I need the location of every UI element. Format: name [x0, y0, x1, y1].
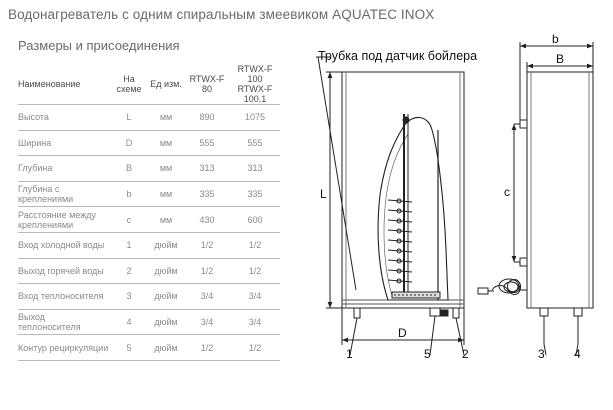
cell-model1: 430 [184, 207, 230, 233]
dim-c-label: c [504, 185, 510, 199]
cell-model1: 555 [184, 130, 230, 156]
cell-unit: дюйм [148, 309, 184, 335]
cell-model2: 1075 [230, 105, 280, 131]
cell-unit: мм [148, 156, 184, 182]
callout-4: 4 [574, 347, 581, 361]
cell-unit: дюйм [148, 284, 184, 310]
cell-model1: 3/4 [184, 309, 230, 335]
header-model1: RTWX-F 80 [184, 64, 230, 105]
cell-unit: мм [148, 181, 184, 207]
side-view [478, 42, 593, 355]
header-model2-line2: RTWX-F 100.1 [237, 84, 273, 104]
cell-model2: 1/2 [230, 232, 280, 258]
cell-ref: B [110, 156, 148, 182]
cell-model2: 313 [230, 156, 280, 182]
cell-model1: 1/2 [184, 232, 230, 258]
cell-name: Глубина [18, 156, 110, 182]
cell-name: Глубина с креплениями [18, 181, 110, 207]
header-unit: Ед изм. [148, 64, 184, 105]
cell-unit: мм [148, 207, 184, 233]
header-ref: На схеме [110, 64, 148, 105]
cell-name: Контур рециркуляции [18, 335, 110, 361]
cell-ref: b [110, 181, 148, 207]
cell-ref: L [110, 105, 148, 131]
dim-D-label: D [398, 326, 407, 340]
callout-3: 3 [538, 347, 545, 361]
front-view [316, 57, 464, 355]
page-title: Водонагреватель с одним спиральным змеевиком AQUATEC INOX [8, 7, 435, 22]
cell-ref: D [110, 130, 148, 156]
cell-model1: 1/2 [184, 258, 230, 284]
cell-name: Выход теплоносителя [18, 309, 110, 335]
dim-L-label: L [320, 187, 327, 201]
callout-1: 1 [346, 347, 353, 361]
cell-model2: 3/4 [230, 284, 280, 310]
cell-name: Ширина [18, 130, 110, 156]
header-model2-line1: RTWX-F 100 [237, 64, 273, 84]
cell-name: Выход горячей воды [18, 258, 110, 284]
cell-model1: 3/4 [184, 284, 230, 310]
cell-ref: 2 [110, 258, 148, 284]
cell-model1: 335 [184, 181, 230, 207]
cell-name: Высота [18, 105, 110, 131]
cell-model2: 1/2 [230, 335, 280, 361]
cell-ref: 3 [110, 284, 148, 310]
cell-unit: мм [148, 130, 184, 156]
cell-unit: дюйм [148, 335, 184, 361]
cell-name: Вход теплоносителя [18, 284, 110, 310]
cell-ref: 4 [110, 309, 148, 335]
cell-ref: 5 [110, 335, 148, 361]
dim-B-label: B [556, 52, 565, 66]
callout-2: 2 [462, 347, 469, 361]
cell-model1: 890 [184, 105, 230, 131]
cell-model2: 555 [230, 130, 280, 156]
sensor-cable-coil [478, 279, 527, 295]
section-subtitle: Размеры и присоединения [18, 38, 180, 53]
cell-model2: 1/2 [230, 258, 280, 284]
sensor-tube-label: Трубка под датчик бойлера [318, 49, 478, 63]
cell-name: Вход холодной воды [18, 232, 110, 258]
dim-b-small-label: b [552, 32, 559, 46]
cell-ref: 1 [110, 232, 148, 258]
tank-side-outline [527, 72, 593, 308]
cell-ref: c [110, 207, 148, 233]
cell-model2: 335 [230, 181, 280, 207]
cell-unit: мм [148, 105, 184, 131]
cell-model2: 3/4 [230, 309, 280, 335]
cell-model2: 600 [230, 207, 280, 233]
cell-unit: дюйм [148, 232, 184, 258]
cell-name: Расстояние между креплениями [18, 207, 110, 233]
header-name: Наименование [18, 64, 110, 105]
callout-5: 5 [424, 347, 431, 361]
cell-model1: 1/2 [184, 335, 230, 361]
cell-model1: 313 [184, 156, 230, 182]
cell-unit: дюйм [148, 258, 184, 284]
